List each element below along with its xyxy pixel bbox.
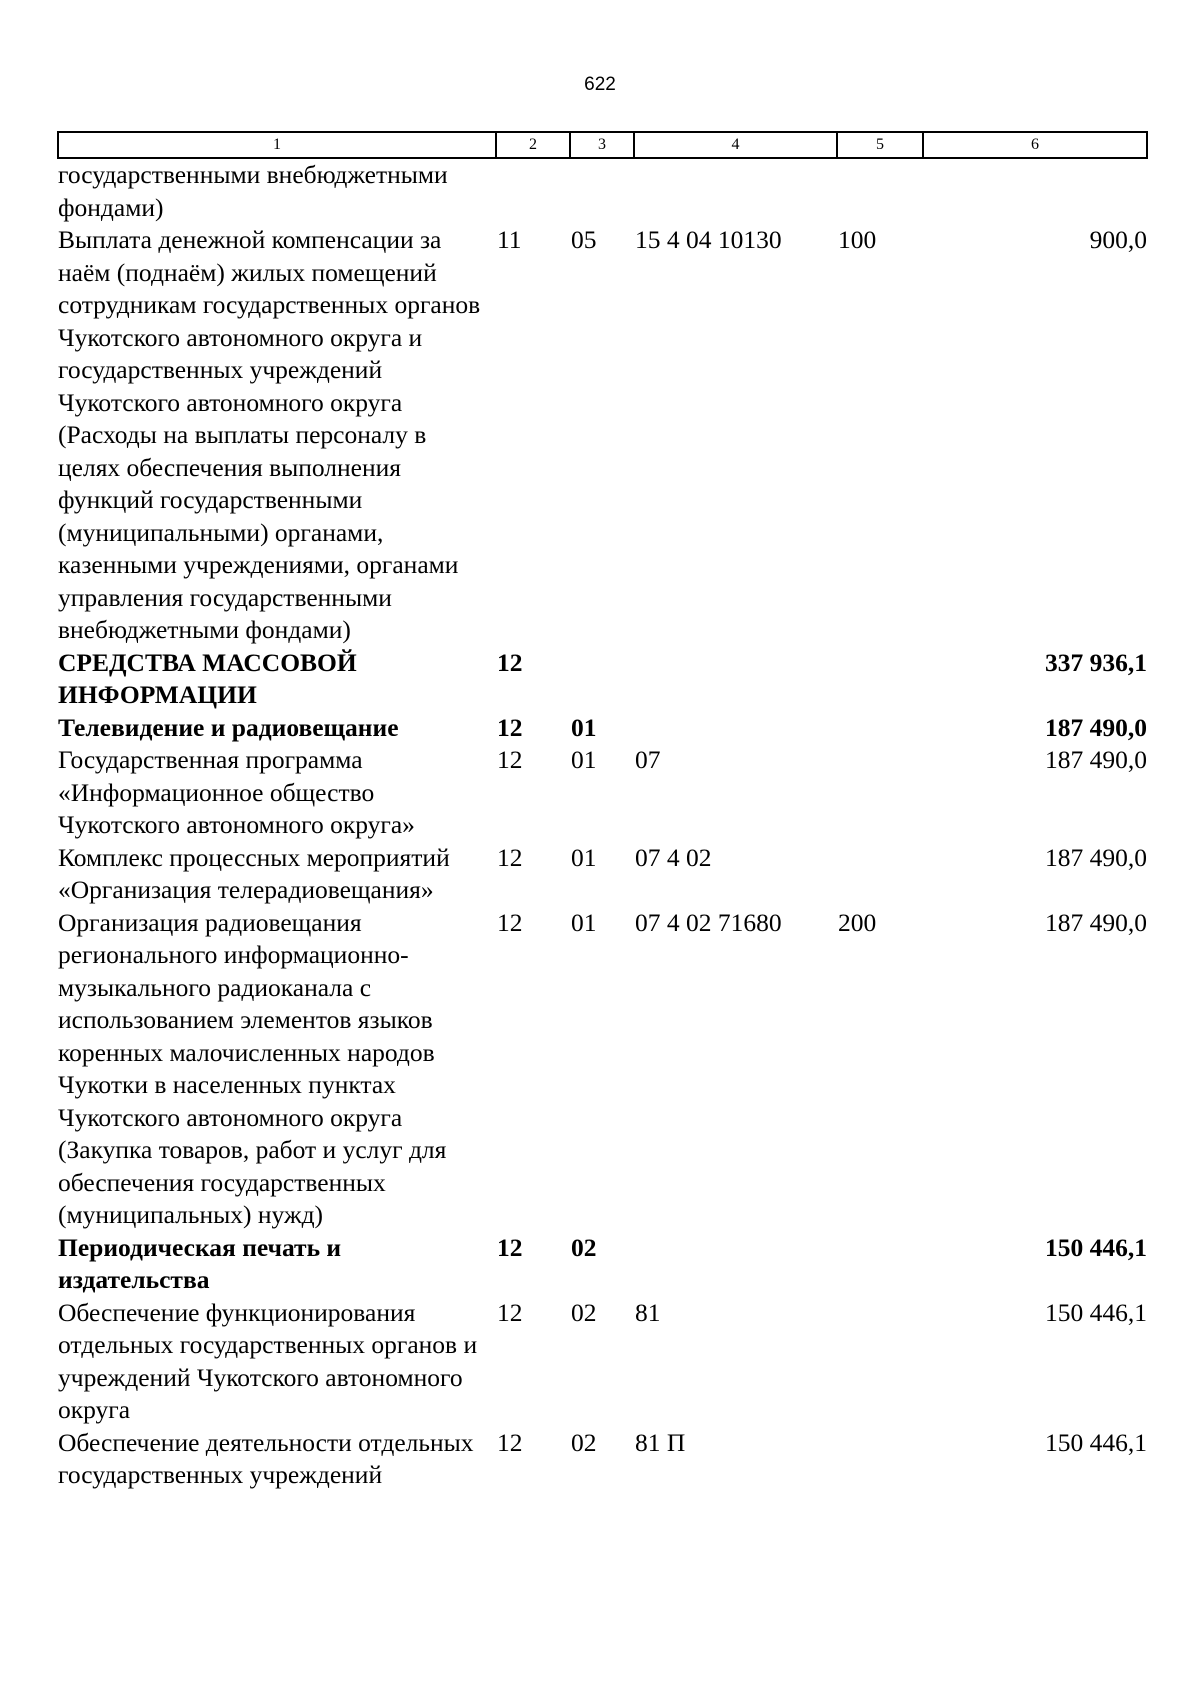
row-section: 12	[497, 745, 523, 774]
header-col-3: 3	[570, 132, 634, 158]
row-amount: 187 490,0	[1045, 907, 1147, 937]
row-subsection: 01	[571, 907, 597, 937]
row-section: 12	[497, 647, 523, 677]
table-row	[58, 1427, 1147, 1492]
row-target-article: 15 4 04 10130	[635, 225, 782, 254]
table-row	[58, 1232, 1147, 1297]
row-subsection: 01	[571, 745, 597, 774]
row-target-article: 07 4 02	[635, 842, 712, 872]
row-amount: 150 446,1	[1045, 1297, 1147, 1327]
row-amount	[923, 158, 1147, 224]
row-expense-type	[837, 842, 923, 907]
row-expense-type	[837, 647, 923, 712]
row-expense-type	[837, 1232, 923, 1297]
row-name: Государственная программа «Информационное общество Чукотского автономного округа»	[58, 745, 415, 839]
row-expense-type	[837, 158, 923, 224]
budget-table	[57, 131, 1148, 1492]
row-section: 12	[497, 842, 523, 872]
row-target-article	[634, 158, 837, 224]
column-number-header	[58, 132, 1147, 158]
header-col-1: 1	[58, 132, 496, 158]
row-expense-type	[837, 1427, 923, 1492]
header-col-2: 2	[496, 132, 570, 158]
row-amount: 150 446,1	[1045, 1232, 1147, 1262]
row-subsection: 01	[571, 842, 597, 872]
row-expense-type: 100	[838, 225, 877, 254]
row-target-article: 07	[635, 745, 661, 774]
row-target-article: 81 П	[635, 1427, 686, 1457]
row-amount: 187 490,0	[1045, 745, 1147, 774]
row-name: государственными внебюджетными фондами)	[58, 160, 448, 222]
row-target-article	[634, 647, 837, 712]
row-target-article: 81	[635, 1297, 661, 1327]
row-subsection: 02	[571, 1427, 597, 1457]
row-name: Телевидение и радиовещание	[58, 712, 399, 742]
row-subsection: 02	[571, 1297, 597, 1327]
row-name: Обеспечение деятельности отдельных государственных учреждений	[58, 1427, 474, 1489]
row-section: 12	[497, 712, 523, 742]
row-amount: 337 936,1	[1045, 647, 1147, 677]
row-section: 12	[497, 907, 523, 937]
row-name: Комплекс процессных мероприятий «Организация телерадиовещания»	[58, 842, 450, 904]
row-name: Периодическая печать и издательства	[58, 1232, 342, 1294]
row-section	[496, 158, 570, 224]
header-col-5: 5	[837, 132, 923, 158]
header-col-4: 4	[634, 132, 837, 158]
table-row	[58, 842, 1147, 907]
table-row	[58, 1297, 1147, 1427]
row-section: 12	[497, 1427, 523, 1457]
row-amount: 187 490,0	[1045, 712, 1147, 742]
table-row	[58, 907, 1147, 1232]
row-amount: 900,0	[1089, 225, 1147, 254]
row-expense-type	[837, 712, 923, 745]
row-name: Обеспечение функционирования отдельных государственных органов и учреждений Чукотского автономного округа	[58, 1297, 478, 1424]
row-subsection: 01	[571, 712, 597, 742]
page-number: 622	[584, 74, 616, 95]
row-expense-type: 200	[838, 907, 877, 937]
row-section: 12	[497, 1297, 523, 1327]
row-subsection: 05	[571, 225, 597, 254]
table-row	[58, 647, 1147, 712]
table-row	[58, 224, 1147, 647]
row-expense-type	[837, 744, 923, 842]
table-row	[58, 744, 1147, 842]
header-col-6: 6	[923, 132, 1147, 158]
row-target-article	[634, 712, 837, 745]
row-target-article: 07 4 02 71680	[635, 907, 782, 937]
row-name: СРЕДСТВА МАССОВОЙ ИНФОРМАЦИИ	[58, 647, 357, 709]
row-subsection: 02	[571, 1232, 597, 1262]
row-section: 11	[497, 225, 522, 254]
row-name: Выплата денежной компенсации за наём (поднаём) жилых помещений сотрудникам государственных органов Чукотского автономного округа и государственных учреждений Чукотского автономного округа (Расходы на выплаты персоналу в целях обеспечения выполнения функций государственными (муниципальными) органами, казенными учреждениями, органами управления государственными внебюджетными фондами)	[58, 225, 481, 644]
row-subsection	[570, 647, 634, 712]
row-expense-type	[837, 1297, 923, 1427]
table-row	[58, 712, 1147, 745]
table-row	[58, 158, 1147, 224]
row-subsection	[570, 158, 634, 224]
row-section: 12	[497, 1232, 523, 1262]
row-name: Организация радиовещания регионального информационно-музыкального радиоканала с использованием элементов языков коренных малочисленных народов Чукотки в населенных пунктах Чукотского автономного округа (Закупка товаров, работ и услуг для обеспечения государственных (муниципальных) нужд)	[58, 907, 447, 1229]
row-amount: 150 446,1	[1045, 1427, 1147, 1457]
row-amount: 187 490,0	[1045, 842, 1147, 872]
row-target-article	[634, 1232, 837, 1297]
